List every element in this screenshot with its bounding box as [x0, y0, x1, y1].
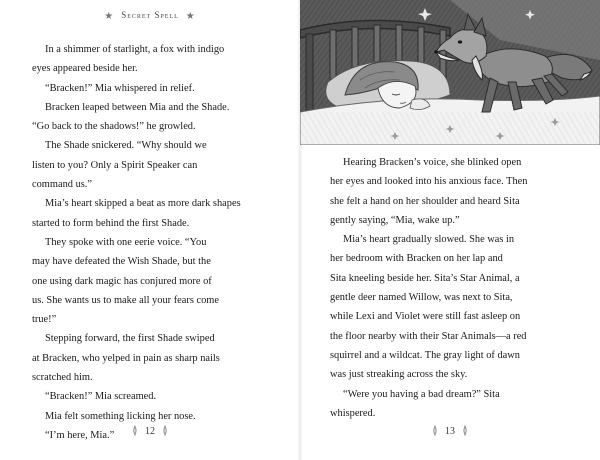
text-line: she felt a hand on her shoulder and heard Sita: [330, 195, 520, 207]
text-line: the floor nearby with their Star Animals—a red: [330, 330, 527, 342]
text-line: started to form behind the first Shade.: [32, 217, 190, 229]
right-body-text: [330, 153, 580, 423]
text-line: squirrel and a wildcat. The gray light of dawn: [330, 349, 520, 361]
text-line: Mia’s heart skipped a beat as more dark shapes: [45, 198, 241, 210]
page-number: 13: [445, 426, 455, 437]
bedroom-illustration: [300, 0, 600, 145]
text-line: They spoke with one eerie voice. “You: [45, 236, 207, 248]
text-line: Sita kneeling beside her. Sita’s Star Animal, a: [330, 272, 520, 284]
text-line: her eyes and looked into his anxious face. Then: [330, 176, 528, 188]
page-number: 12: [145, 426, 155, 437]
text-line: scratched him.: [32, 372, 93, 384]
text-line: “Go back to the shadows!” he growled.: [32, 121, 196, 133]
text-line: “Bracken!” Mia whispered in relief.: [45, 82, 195, 94]
left-body-text: [32, 40, 282, 445]
star-icon: ★: [185, 11, 196, 22]
page-number-right: [300, 424, 600, 437]
text-line: gently saying, “Mia, wake up.”: [330, 214, 460, 226]
text-line: Bracken leaped between Mia and the Shade.: [45, 101, 230, 113]
text-line: one using dark magic has conjured more of: [32, 275, 212, 287]
text-line: Mia felt something licking her nose.: [45, 410, 196, 422]
text-line: In a shimmer of starlight, a fox with indigo: [45, 44, 225, 55]
text-line: whispered.: [330, 407, 376, 419]
ornament-icon: ≬: [432, 425, 438, 437]
text-line: “I’m here, Mia.”: [45, 429, 115, 441]
text-line: while Lexi and Violet were still fast asleep on: [330, 311, 521, 323]
page-number-left: [0, 424, 300, 437]
running-head: [0, 10, 300, 22]
ornament-icon: ≬: [462, 425, 468, 437]
star-icon: ★: [104, 11, 115, 22]
text-line: gentle deer named Willow, was next to Sita,: [330, 292, 513, 304]
running-head-title: Secret Spell: [121, 10, 179, 20]
text-line: Hearing Bracken’s voice, she blinked open: [343, 157, 522, 168]
text-line: was just streaking across the sky.: [330, 369, 468, 381]
text-line: command us.”: [32, 179, 93, 191]
text-line: at Bracken, who yelped in pain as sharp nails: [32, 352, 220, 364]
text-line: The Shade snickered. “Why should we: [45, 140, 207, 152]
text-line: us. She wants us to make all your fears come: [32, 294, 219, 306]
text-line: Stepping forward, the first Shade swiped: [45, 333, 215, 345]
text-line: listen to you? Only a Spirit Speaker can: [32, 159, 198, 171]
text-line: “Were you having a bad dream?” Sita: [343, 388, 500, 400]
text-line: true!”: [32, 314, 57, 326]
ornament-icon: ≬: [132, 425, 138, 437]
text-line: eyes appeared beside her.: [32, 63, 138, 75]
text-line: “Bracken!” Mia screamed.: [45, 391, 157, 403]
text-line: Mia’s heart gradually slowed. She was in: [343, 234, 515, 246]
text-line: may have defeated the Wish Shade, but the: [32, 256, 211, 268]
text-line: her bedroom with Bracken on her lap and: [330, 253, 503, 265]
right-page: [300, 0, 600, 460]
ornament-icon: ≬: [162, 425, 168, 437]
